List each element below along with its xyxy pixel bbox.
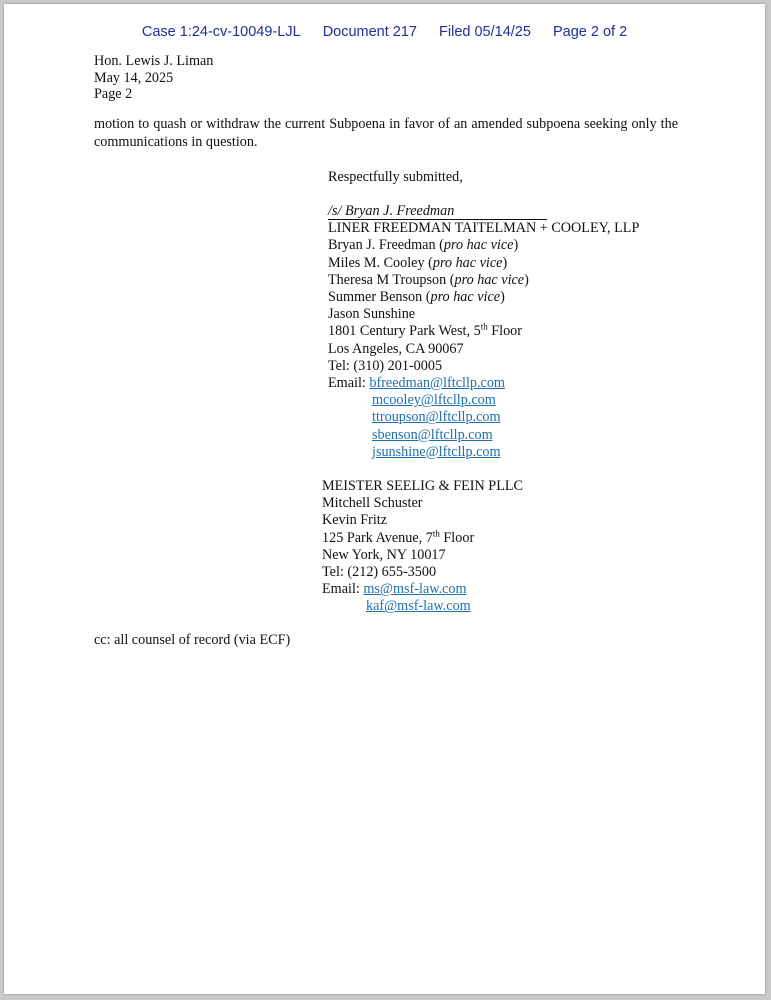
email-link[interactable]: ms@msf-law.com <box>363 581 467 598</box>
signature: /s/ Bryan J. Freedman <box>328 204 547 220</box>
document-page <box>4 4 765 994</box>
firm2-city: New York, NY 10017 <box>322 546 446 563</box>
attorney-line: Theresa M Troupson (pro hac vice) <box>328 271 529 288</box>
firm2-block <box>322 478 523 616</box>
email-link[interactable]: ttroupson@lftcllp.com <box>372 409 501 426</box>
email-link[interactable]: mcooley@lftcllp.com <box>372 392 496 409</box>
attorney-line: Summer Benson (pro hac vice) <box>328 289 505 306</box>
attorney-line: Miles M. Cooley (pro hac vice) <box>328 254 508 271</box>
email-link[interactable]: jsunshine@lftcllp.com <box>372 443 501 460</box>
attorney-line: Kevin Fritz <box>322 512 388 529</box>
attorney-line: Bryan J. Freedman (pro hac vice) <box>328 237 519 254</box>
firm2-tel: Tel: (212) 655-3500 <box>322 564 437 581</box>
ecf-filing-header <box>4 24 765 41</box>
email-link[interactable]: bfreedman@lftcllp.com <box>369 375 505 392</box>
recipient-name: Hon. Lewis J. Liman <box>94 53 214 69</box>
firm1-address: 1801 Century Park West, 5th Floor <box>328 321 522 340</box>
page-count: Page 2 of 2 <box>552 24 628 40</box>
firm1-name: LINER FREEDMAN TAITELMAN + COOLEY, LLP <box>328 220 640 237</box>
attorney-line: Jason Sunshine <box>328 306 416 323</box>
case-number: Case 1:24-cv-10049-LJL <box>141 24 301 40</box>
recipient-block <box>94 53 213 103</box>
letter-page: Page 2 <box>94 86 133 102</box>
cc-line: cc: all counsel of record (via ECF) <box>94 632 291 648</box>
email-link[interactable]: sbenson@lftcllp.com <box>372 426 493 443</box>
firm2-email-line: Email: ms@msf-law.com <box>322 581 467 598</box>
body-paragraph: motion to quash or withdraw the current Subpoena in favor of an amended subpoena seeking only the communications in question. <box>94 116 678 150</box>
letter-date: May 14, 2025 <box>94 69 174 86</box>
firm2-address: 125 Park Avenue, 7th Floor <box>322 527 475 546</box>
firm1-email-line: Email: bfreedman@lftcllp.com <box>328 375 505 392</box>
attorney-line: Mitchell Schuster <box>322 495 423 512</box>
firm1-city: Los Angeles, CA 90067 <box>328 340 464 357</box>
firm2-name: MEISTER SEELIG & FEIN PLLC <box>322 478 523 494</box>
firm1-block <box>328 203 639 461</box>
firm1-tel: Tel: (310) 201-0005 <box>328 357 443 374</box>
closing: Respectfully submitted, <box>328 169 463 185</box>
filed-date: Filed 05/14/25 <box>439 24 531 40</box>
document-number: Document 217 <box>322 24 417 40</box>
email-link[interactable]: kaf@msf-law.com <box>366 598 471 615</box>
